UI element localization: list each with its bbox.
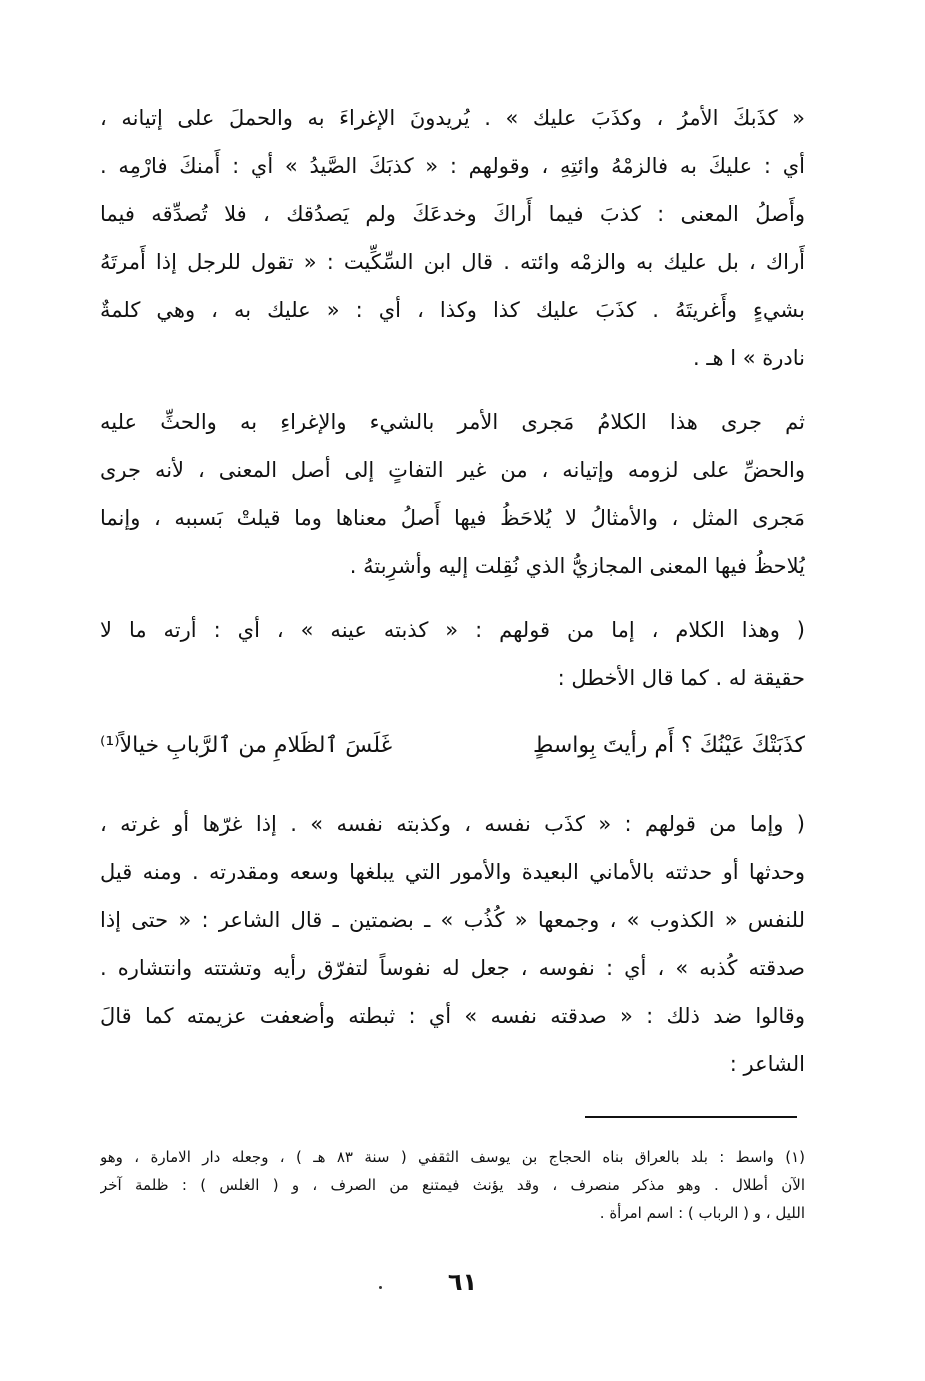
text-line: ( وهذا الكلام ، إما من قولهم : « كذبته عينه » ، أي : أرته ما لا bbox=[100, 618, 805, 642]
page-number: ٦١ bbox=[447, 1268, 478, 1296]
text-line: وحدثها أو حدثته بالأماني البعيدة والأمور التي يبلغها وسعه ومقدرته . ومنه قيل bbox=[100, 860, 805, 884]
text-line: يُلاحظُ فيها المعنى المجازيُّ الذي نُقِلت إليه وأشرِبتهُ . bbox=[349, 554, 805, 578]
footnote-line: (١) واسط : بلد بالعراق بناه الحجاج بن يوسف الثقفي ( سنة ٨٣ هـ ) ، وجعله دار الامارة ، وهو bbox=[100, 1148, 805, 1166]
text-line: « كذَبكَ الأمرُ ، وكذَبَ عليك » . يُريدونَ الإغراءَ به والحملَ على إتيانه ، bbox=[100, 106, 805, 130]
text-line: ( وإما من قولهم : « كذَب نفسه ، وكذبته نفسه » . إذا غرّها أو غرته ، bbox=[100, 812, 805, 836]
footnote-divider bbox=[585, 1116, 797, 1118]
footnote bbox=[100, 1143, 805, 1227]
paragraph-4 bbox=[100, 800, 805, 1088]
verse-first-hemistich: كذَبَتْكَ عَيْنُكَ ؟ أَم رأيتَ بِواسطٍ bbox=[532, 733, 805, 758]
text-line: ثم جرى هذا الكلامُ مَجرى الأمر بالشيء والإغراءِ به والحثِّ عليه bbox=[100, 410, 805, 434]
text-line: الشاعر : bbox=[729, 1052, 805, 1076]
text-line: وأَصلُ المعنى : كذبَ فيما أَراكَ وخدعَكَ ولم يَصدُقك ، فلا تُصدِّقه فيما bbox=[100, 202, 805, 226]
paragraph-2 bbox=[100, 398, 805, 590]
text-line: مَجرى المثل ، والأمثالُ لا يُلاحَظُ فيها أَصلُ معناها وما قيلتْ بَسببه ، وإنما bbox=[100, 506, 805, 530]
footnote-line: الليل ، و ( الرباب ) : اسم امرأة . bbox=[599, 1204, 805, 1222]
text-line: والحضِّ على لزومه وإتيانه ، من غير التفاتٍ إلى أصل المعنى ، لأنه جرى bbox=[100, 458, 805, 482]
text-line: أي : عليكَ به فالزمْهُ وائتِهِ ، وقولهم : « كذبَكَ الصَّيدُ » أي : أَمنكَ فارْمِه . bbox=[100, 154, 805, 178]
text-line: للنفس « الكذوب » ، وجمعها « كُذُب » ـ بضمتين ـ قال الشاعر : « حتى إذا bbox=[100, 908, 805, 932]
text-line: وقالوا ضد ذلك : « صدقته نفسه » أي : ثبطته وأضعفت عزيمته كما قالَ bbox=[100, 1004, 805, 1028]
text-line: صدقته كُذبه » ، أي : نفوسه ، جعل له نفوساً لتفرّق رأيه وتشتته وانتشاره . bbox=[100, 956, 805, 980]
poetry-verse bbox=[100, 722, 805, 770]
paragraph-1 bbox=[100, 94, 805, 382]
footnote-line: الآن أطلال . وهو مذكر منصرف ، وقد يؤنث فيمتنع من الصرف ، و ( الغلس ) : ظلمة آخر bbox=[100, 1176, 805, 1194]
text-line: بشيءٍ وأَغريتَهُ . كذَبَ عليك كذا وكذا ، أي : « عليك به ، وهي كلمةٌ bbox=[100, 298, 805, 322]
text-line: أَراك ، بل عليك به والزمْه وائته . قال ابن السِّكِّيت : « تقول للرجل إذا أَمرتَهُ bbox=[100, 250, 805, 274]
text-line: نادرة » ا هـ . bbox=[692, 346, 805, 370]
verse-second-hemistich: غَلَسَ ٱلظَلامِ من ٱلرَّبابِ خيالاً⁽¹⁾ bbox=[100, 733, 393, 758]
paragraph-3 bbox=[100, 606, 805, 702]
text-line: حقيقة له . كما قال الأخطل : bbox=[557, 666, 805, 690]
